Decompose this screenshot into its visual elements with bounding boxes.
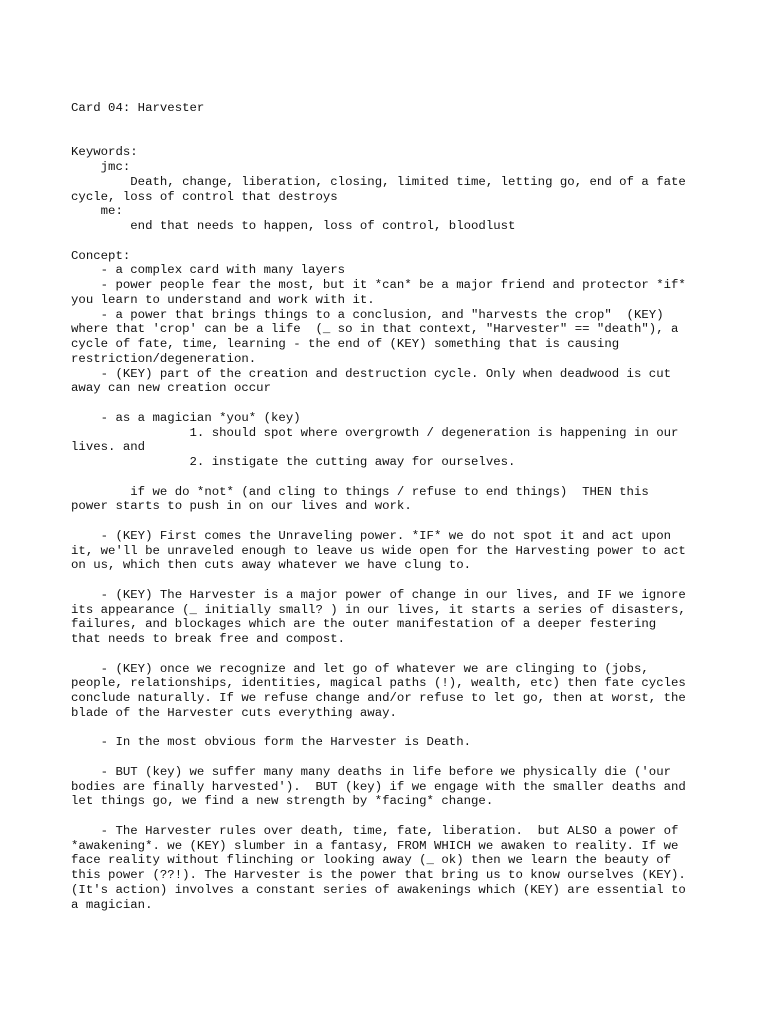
document-body — [71, 101, 711, 912]
doc-title: Card 04: Harvester — [71, 101, 205, 115]
doc-line: you learn to understand and work with it. — [71, 292, 375, 307]
doc-line: - (KEY) part of the creation and destruction cycle. Only when deadwood is cut — [71, 366, 672, 381]
doc-line: me: — [71, 204, 123, 219]
doc-line: *awakening*. we (KEY) slumber in a fantasy, FROM WHICH we awaken to reality. If we — [71, 838, 679, 853]
doc-line — [71, 750, 711, 765]
doc-line: let things go, we find a new strength by *facing* change. — [71, 794, 494, 809]
doc-line — [71, 514, 711, 529]
doc-line: Death, change, liberation, closing, limited time, letting go, end of a fate — [71, 174, 686, 189]
doc-line — [71, 396, 711, 411]
doc-line: power starts to push in on our lives and work. — [71, 499, 412, 514]
doc-line: it, we'll be unraveled enough to leave us wide open for the Harvesting power to act — [71, 543, 686, 558]
doc-line: - (KEY) The Harvester is a major power of change in our lives, and IF we ignore — [71, 587, 686, 602]
doc-line: a magician. — [71, 897, 153, 912]
doc-line: conclude naturally. If we refuse change and/or refuse to let go, then at worst, the — [71, 691, 686, 705]
doc-line: cycle of fate, time, learning - the end of (KEY) something that is causing — [71, 337, 620, 351]
doc-line: blade of the Harvester cuts everything away. — [71, 705, 397, 720]
doc-line: 2. instigate the cutting away for ourselves. — [71, 455, 516, 469]
keywords-heading: Keywords: — [71, 145, 138, 160]
doc-line — [71, 234, 711, 249]
doc-line — [71, 470, 711, 485]
concept-heading: Concept: — [71, 248, 131, 263]
doc-line: - a power that brings things to a conclusion, and "harvests the crop" (KEY) — [71, 307, 664, 322]
doc-line — [71, 721, 711, 736]
doc-line: - (KEY) once we recognize and let go of whatever we are clinging to (jobs, — [71, 661, 649, 676]
doc-line: on us, which then cuts away whatever we have clung to. — [71, 558, 472, 573]
doc-line — [71, 809, 711, 824]
doc-line: bodies are finally harvested'). BUT (key) if we engage with the smaller deaths and — [71, 779, 686, 794]
doc-line: cycle, loss of control that destroys — [71, 189, 338, 204]
doc-line: - BUT (key) we suffer many many deaths in life before we physically die ('our — [71, 764, 672, 779]
doc-line: failures, and blockages which are the outer manifestation of a deeper festering — [71, 617, 657, 632]
doc-line: jmc: — [71, 160, 131, 174]
doc-line — [71, 647, 711, 662]
doc-line: that needs to break free and compost. — [71, 632, 346, 646]
doc-line: - The Harvester rules over death, time, fate, liberation. but ALSO a power of — [71, 823, 679, 838]
doc-line: end that needs to happen, loss of control, bloodlust — [71, 219, 516, 233]
doc-line: if we do *not* (and cling to things / refuse to end things) THEN this — [71, 484, 649, 499]
doc-line: this power (??!). The Harvester is the power that bring us to know ourselves (KEY). — [71, 868, 686, 882]
doc-line: face reality without flinching or looking away (_ ok) then we learn the beauty of — [71, 853, 672, 868]
doc-line — [71, 131, 711, 146]
doc-line: - as a magician *you* (key) — [71, 410, 301, 425]
doc-line: - (KEY) First comes the Unraveling power. *IF* we do not spot it and act upon — [71, 528, 672, 543]
doc-line: - In the most obvious form the Harvester is Death. — [71, 735, 472, 750]
doc-line: - a complex card with many layers — [71, 263, 346, 278]
doc-line: its appearance (_ initially small? ) in our lives, it starts a series of disasters, — [71, 602, 686, 617]
doc-line: people, relationships, identities, magical paths (!), wealth, etc) then fate cycles — [71, 676, 686, 691]
doc-line: lives. and — [71, 440, 146, 455]
doc-line: away can new creation occur — [71, 381, 272, 396]
doc-line: - power people fear the most, but it *can* be a major friend and protector *if* — [71, 278, 686, 292]
doc-line: restriction/degeneration. — [71, 351, 257, 366]
doc-line — [71, 573, 711, 588]
doc-line: 1. should spot where overgrowth / degeneration is happening in our — [71, 425, 679, 440]
doc-line: (It's action) involves a constant series of awakenings which (KEY) are essential to — [71, 882, 686, 897]
doc-line: where that 'crop' can be a life (_ so in that context, "Harvester" == "death"), a — [71, 322, 679, 337]
doc-line — [71, 116, 711, 131]
